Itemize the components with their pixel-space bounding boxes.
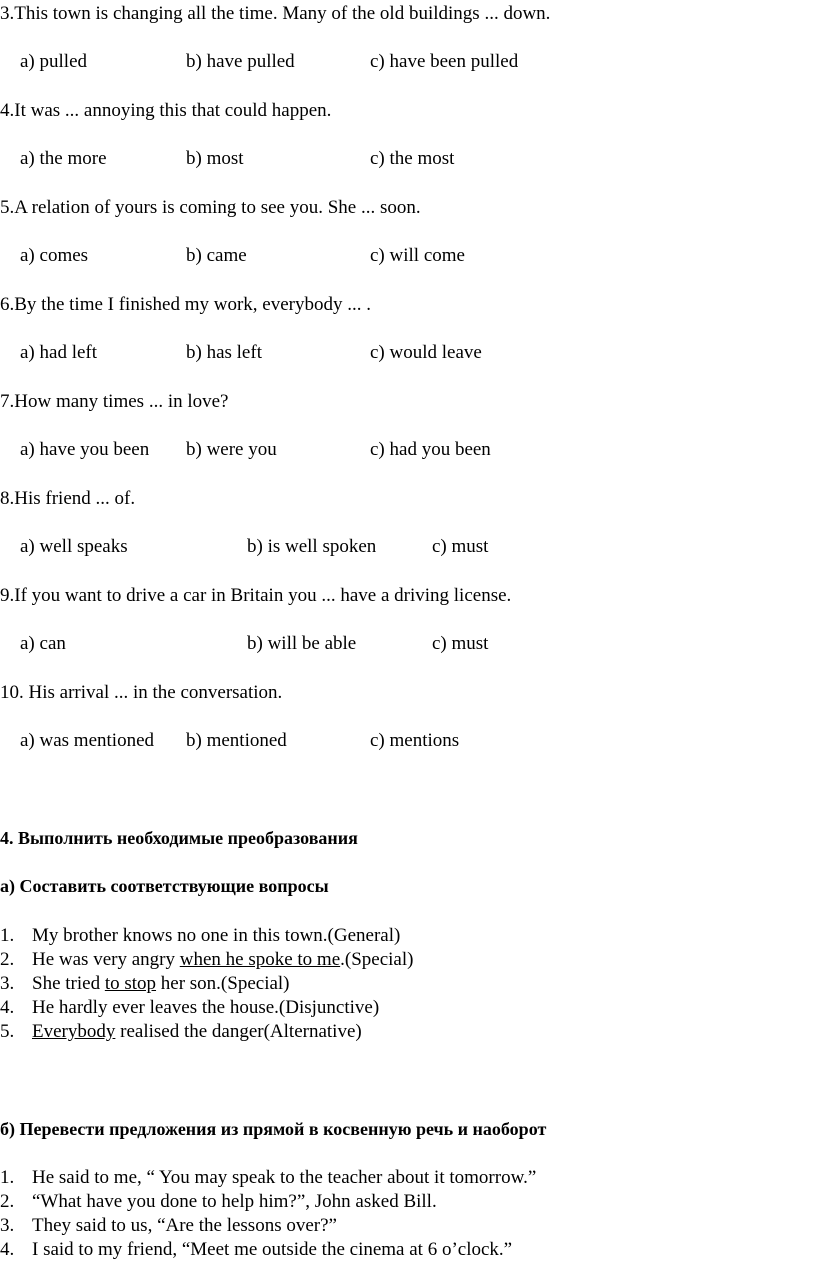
item-number: 3. — [0, 1215, 15, 1236]
question-4-option-c: c) the most — [370, 148, 455, 169]
question-8-option-a: a) well speaks — [20, 536, 128, 557]
question-6-option-b: b) has left — [186, 342, 262, 363]
section-4b-title: б) Перевести предложения из прямой в косвенную речь и наоборот — [0, 1119, 547, 1139]
section-4-title: 4. Выполнить необходимые преобразования — [0, 828, 358, 848]
question-8-option-c: c) must — [432, 536, 489, 557]
question-9-option-a: a) can — [20, 633, 66, 654]
question-10-option-a: a) was mentioned — [20, 730, 155, 751]
list-item — [0, 1168, 816, 1190]
item-number: 3. — [0, 973, 15, 994]
question-4-option-b: b) most — [186, 148, 244, 169]
item-text: I said to my friend, “Meet me outside the cinema at 6 o’clock.” — [32, 1239, 513, 1260]
question-5-stem: 5.A relation of yours is coming to see you. She ... soon. — [0, 197, 421, 218]
item-number: 1. — [0, 925, 15, 946]
item-number: 4. — [0, 997, 15, 1018]
item-number: 2. — [0, 1191, 15, 1212]
item-text: My brother knows no one in this town.(General) — [32, 925, 401, 946]
question-7-stem: 7.How many times ... in love? — [0, 391, 229, 412]
question-10-option-c: c) mentions — [370, 730, 460, 751]
question-10-stem: 10. His arrival ... in the conversation. — [0, 682, 283, 703]
question-6-stem: 6.By the time I finished my work, everybody ... . — [0, 294, 371, 315]
list-item — [0, 1216, 816, 1238]
underlined-phrase: to stop — [104, 973, 157, 994]
item-text: He said to me, “ You may speak to the teacher about it tomorrow.” — [32, 1167, 537, 1188]
question-8-stem: 8.His friend ... of. — [0, 488, 136, 509]
section-4a-title: а) Составить соответствующие вопросы — [0, 876, 329, 896]
question-7-option-c: c) had you been — [370, 439, 491, 460]
list-item — [0, 1240, 816, 1262]
question-9-option-c: c) must — [432, 633, 489, 654]
list-item — [0, 1022, 816, 1044]
item-number: 4. — [0, 1239, 15, 1260]
question-4-stem: 4.It was ... annoying this that could happen. — [0, 100, 332, 121]
question-3-option-b: b) have pulled — [186, 51, 295, 72]
question-10-option-b: b) mentioned — [186, 730, 287, 751]
question-7-option-b: b) were you — [186, 439, 277, 460]
question-6-option-c: c) would leave — [370, 342, 482, 363]
list-item — [0, 998, 816, 1020]
question-9-option-b: b) will be able — [247, 633, 357, 654]
underlined-phrase: Everybody — [32, 1021, 116, 1042]
question-5-option-a: a) comes — [20, 245, 89, 266]
question-7-option-a: a) have you been — [20, 439, 150, 460]
question-8-option-b: b) is well spoken — [247, 536, 377, 557]
item-text: “What have you done to help him?”, John asked Bill. — [32, 1191, 437, 1212]
question-3-stem: 3.This town is changing all the time. Many of the old buildings ... down. — [0, 3, 551, 24]
item-text: They said to us, “Are the lessons over?” — [32, 1215, 337, 1236]
list-item — [0, 926, 816, 948]
question-5-option-b: b) came — [186, 245, 247, 266]
item-text: He hardly ever leaves the house.(Disjunctive) — [32, 997, 380, 1018]
list-item — [0, 1192, 816, 1214]
list-item — [0, 974, 816, 996]
item-text: He was very angry when he spoke to me.(Special) — [32, 949, 414, 970]
item-text: She tried to stop her son.(Special) — [32, 973, 290, 994]
item-number: 1. — [0, 1167, 15, 1188]
underlined-phrase: when he spoke to me — [179, 949, 341, 970]
item-number: 2. — [0, 949, 15, 970]
question-4-option-a: a) the more — [20, 148, 107, 169]
item-number: 5. — [0, 1021, 15, 1042]
list-item — [0, 950, 816, 972]
question-3-option-a: a) pulled — [20, 51, 88, 72]
question-6-option-a: a) had left — [20, 342, 98, 363]
question-5-option-c: c) will come — [370, 245, 465, 266]
question-3-option-c: c) have been pulled — [370, 51, 519, 72]
item-text: Everybody realised the danger(Alternative) — [32, 1021, 362, 1042]
question-9-stem: 9.If you want to drive a car in Britain you ... have a driving license. — [0, 585, 512, 606]
